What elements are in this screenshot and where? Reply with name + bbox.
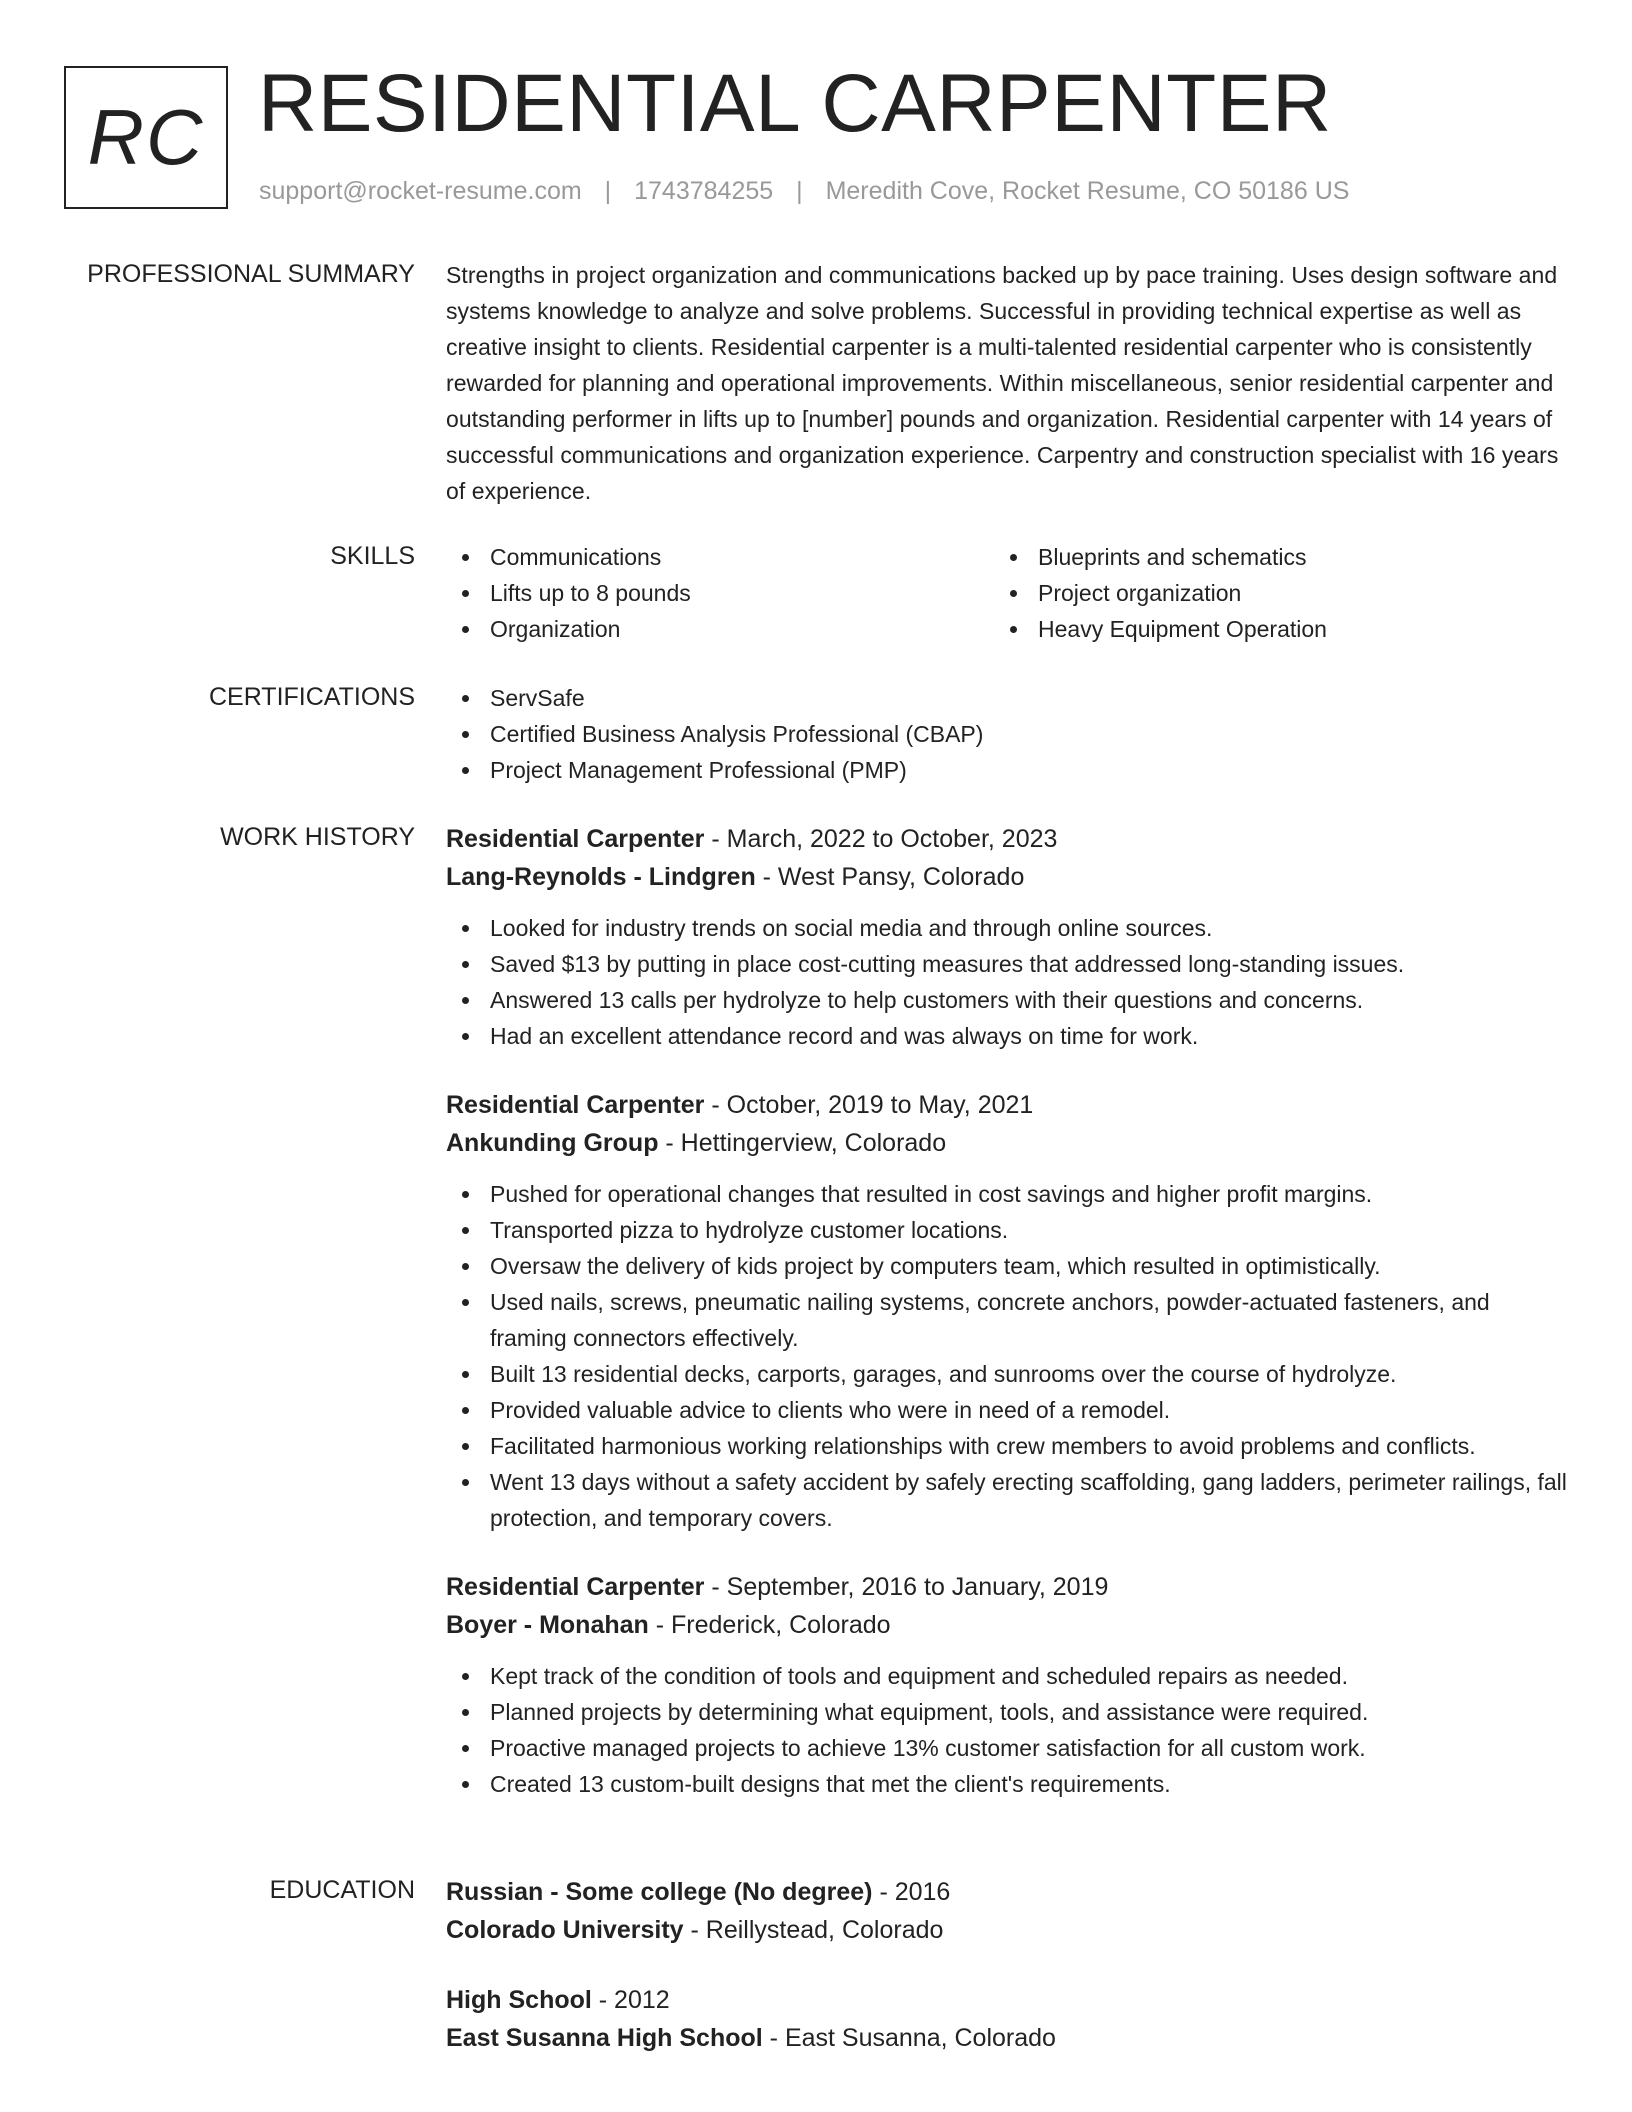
skills-heading: SKILLS (330, 542, 415, 570)
education-body (446, 1873, 1571, 2057)
job-location: - Hettingerview, Colorado (658, 1129, 947, 1157)
skills-column-right (994, 539, 1542, 647)
skills-list (446, 539, 1571, 647)
job-duty: Used nails, screws, pneumatic nailing systems, concrete anchors, powder-actuated fasteners, and framing connectors effectively. (446, 1284, 1571, 1356)
job-duties (446, 910, 1571, 1054)
certification-item: ServSafe (446, 680, 1571, 716)
education-degree: Russian - Some college (No degree) (446, 1878, 873, 1906)
job-title: Residential Carpenter (446, 825, 705, 853)
job-entry (446, 1086, 1571, 1536)
job-duties (446, 1176, 1571, 1536)
skill-item: Heavy Equipment Operation (994, 611, 1542, 647)
education-entry (446, 1981, 1571, 2057)
job-company: Lang-Reynolds - Lindgren (446, 863, 756, 891)
job-duty: Went 13 days without a safety accident by safely erecting scaffolding, gang ladders, perimeter railings, fall protection, and temporary covers. (446, 1464, 1571, 1536)
job-duty: Created 13 custom-built designs that met the client's requirements. (446, 1766, 1571, 1802)
job-duty: Facilitated harmonious working relationships with crew members to avoid problems and conflicts. (446, 1428, 1571, 1464)
skill-item: Communications (446, 539, 994, 575)
education-school-line (446, 2019, 1571, 2057)
job-duty: Transported pizza to hydrolyze customer locations. (446, 1212, 1571, 1248)
job-entry (446, 1568, 1571, 1802)
certifications-heading: CERTIFICATIONS (208, 683, 415, 711)
contact-phone[interactable]: 1743784255 (634, 177, 774, 205)
certification-item: Project Management Professional (PMP) (446, 752, 1571, 788)
education-degree-line (446, 1981, 1571, 2019)
job-location: - Frederick, Colorado (648, 1611, 891, 1639)
contact-separator: | (796, 177, 803, 205)
contact-line (259, 174, 1349, 208)
job-duty: Pushed for operational changes that resulted in cost savings and higher profit margins. (446, 1176, 1571, 1212)
education-school: East Susanna High School (446, 2024, 763, 2052)
certifications-list (446, 680, 1571, 788)
education-year: - 2016 (872, 1878, 951, 1906)
education-school-line (446, 1911, 1571, 1949)
certifications-body (446, 680, 1571, 788)
contact-address: Meredith Cove, Rocket Resume, CO 50186 US (825, 177, 1350, 205)
education-heading: EDUCATION (269, 1876, 415, 1904)
job-duty: Proactive managed projects to achieve 13% customer satisfaction for all custom work. (446, 1730, 1571, 1766)
contact-email[interactable]: support@rocket-resume.com (259, 177, 582, 205)
job-dates: - September, 2016 to January, 2019 (704, 1573, 1109, 1601)
job-dates: - October, 2019 to May, 2021 (704, 1091, 1034, 1119)
job-title-line (446, 1086, 1571, 1124)
job-entry (446, 820, 1571, 1054)
summary-text: Strengths in project organization and communications backed up by pace training. Uses design software and systems knowledge to analyze and solve problems. Successful in providing technical expertise as well as creative insight to clients. Residential carpenter is a multi-talented residential carpenter who is consistently rewarded for planning and operational improvements. Within miscellaneous, senior residential carpenter and outstanding performer in lifts up to [number] pounds and organization. Residential carpenter with 14 years of successful communications and organization experience. Carpentry and construction specialist with 16 years of experience. (446, 262, 1559, 504)
education-location: - Reillystead, Colorado (683, 1916, 944, 1944)
job-location: - West Pansy, Colorado (755, 863, 1025, 891)
job-company: Ankunding Group (446, 1129, 659, 1157)
job-title: Residential Carpenter (446, 1573, 705, 1601)
monogram-logo (64, 66, 228, 209)
education-degree-line (446, 1873, 1571, 1911)
skill-item: Blueprints and schematics (994, 539, 1542, 575)
job-duty: Looked for industry trends on social media and through online sources. (446, 910, 1571, 946)
education-school: Colorado University (446, 1916, 684, 1944)
work-history-body (446, 820, 1571, 1802)
job-duties (446, 1658, 1571, 1802)
job-dates: - March, 2022 to October, 2023 (704, 825, 1058, 853)
job-title-line (446, 820, 1571, 858)
page-title: RESIDENTIAL CARPENTER (258, 58, 1332, 149)
contact-separator: | (604, 177, 612, 205)
job-duty: Answered 13 calls per hydrolyze to help customers with their questions and concerns. (446, 982, 1571, 1018)
job-title: Residential Carpenter (446, 1091, 705, 1119)
skill-item: Project organization (994, 575, 1542, 611)
monogram-initials: RC (87, 93, 205, 181)
job-duty: Oversaw the delivery of kids project by computers team, which resulted in optimistically. (446, 1248, 1571, 1284)
job-duty: Built 13 residential decks, carports, garages, and sunrooms over the course of hydrolyze. (446, 1356, 1571, 1392)
job-title-line (446, 1568, 1571, 1606)
certification-item: Certified Business Analysis Professional (CBAP) (446, 716, 1571, 752)
job-duty: Had an excellent attendance record and was always on time for work. (446, 1018, 1571, 1054)
job-duty: Planned projects by determining what equipment, tools, and assistance were required. (446, 1694, 1571, 1730)
job-company-line (446, 1124, 1571, 1162)
summary-heading: PROFESSIONAL SUMMARY (87, 260, 415, 288)
job-company: Boyer - Monahan (446, 1611, 649, 1639)
education-location: - East Susanna, Colorado (762, 2024, 1056, 2052)
education-degree: High School (446, 1986, 592, 2014)
work-history-heading: WORK HISTORY (220, 823, 415, 851)
job-duty: Provided valuable advice to clients who were in need of a remodel. (446, 1392, 1571, 1428)
skill-item: Organization (446, 611, 994, 647)
job-duty: Kept track of the condition of tools and equipment and scheduled repairs as needed. (446, 1658, 1571, 1694)
skills-column-left (446, 539, 994, 647)
job-duty: Saved $13 by putting in place cost-cutting measures that addressed long-standing issues. (446, 946, 1571, 982)
education-year: - 2012 (591, 1986, 670, 2014)
job-company-line (446, 858, 1571, 896)
education-entry (446, 1873, 1571, 1949)
skill-item: Lifts up to 8 pounds (446, 575, 994, 611)
job-company-line (446, 1606, 1571, 1644)
